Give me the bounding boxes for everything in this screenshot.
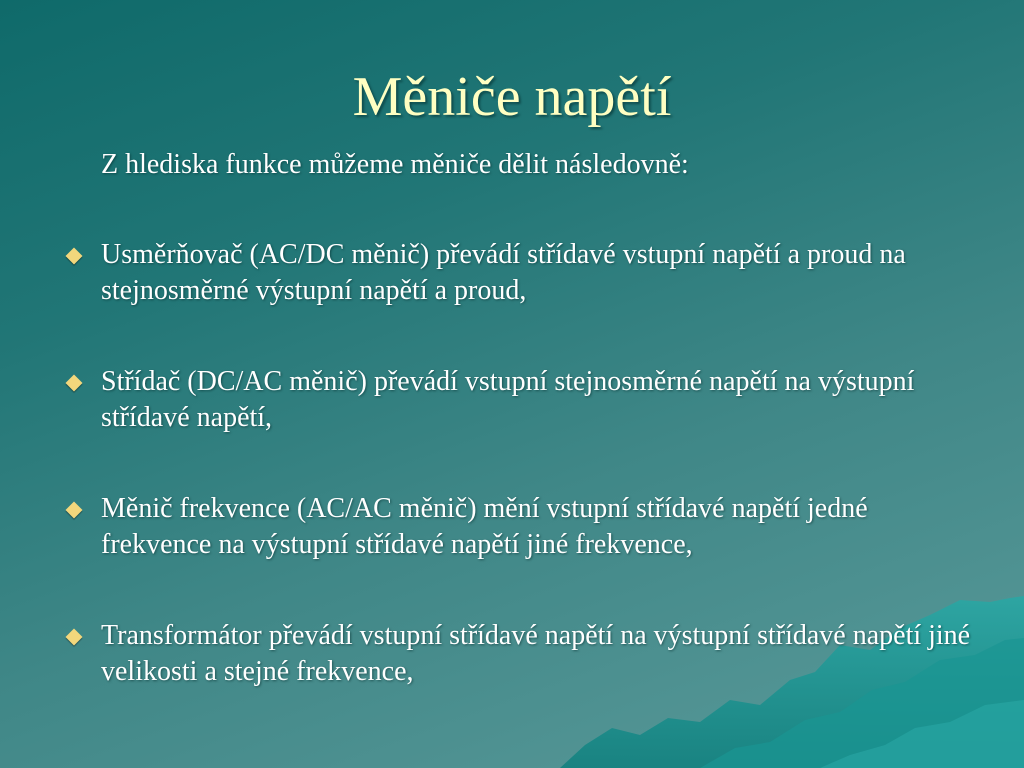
diamond-bullet-icon — [66, 248, 83, 265]
bullet-text: Usměrňovač (AC/DC měnič) převádí střídavé vstupní napětí a proud na stejnosměrné výstupní napětí a proud, — [101, 239, 906, 306]
bullet-text: Střídač (DC/AC měnič) převádí vstupní stejnosměrné napětí na výstupní střídavé napětí, — [101, 366, 915, 433]
intro-text: Z hlediska funkce můžeme měniče dělit následovně: — [101, 149, 689, 180]
bullet-text: Měnič frekvence (AC/AC měnič) mění vstupní střídavé napětí jedné frekvence na výstupní střídavé napětí jiné frekvence, — [101, 493, 868, 560]
bullet-item — [101, 237, 981, 309]
bullet-item — [101, 364, 981, 436]
diamond-bullet-icon — [66, 629, 83, 646]
bullet-item — [101, 618, 981, 690]
diamond-bullet-icon — [66, 375, 83, 392]
bullet-item — [101, 491, 981, 563]
bullet-text: Transformátor převádí vstupní střídavé napětí na výstupní střídavé napětí jiné velikosti a stejné frekvence, — [101, 620, 971, 687]
slide-title: Měniče napětí — [352, 66, 672, 128]
diamond-bullet-icon — [66, 502, 83, 519]
